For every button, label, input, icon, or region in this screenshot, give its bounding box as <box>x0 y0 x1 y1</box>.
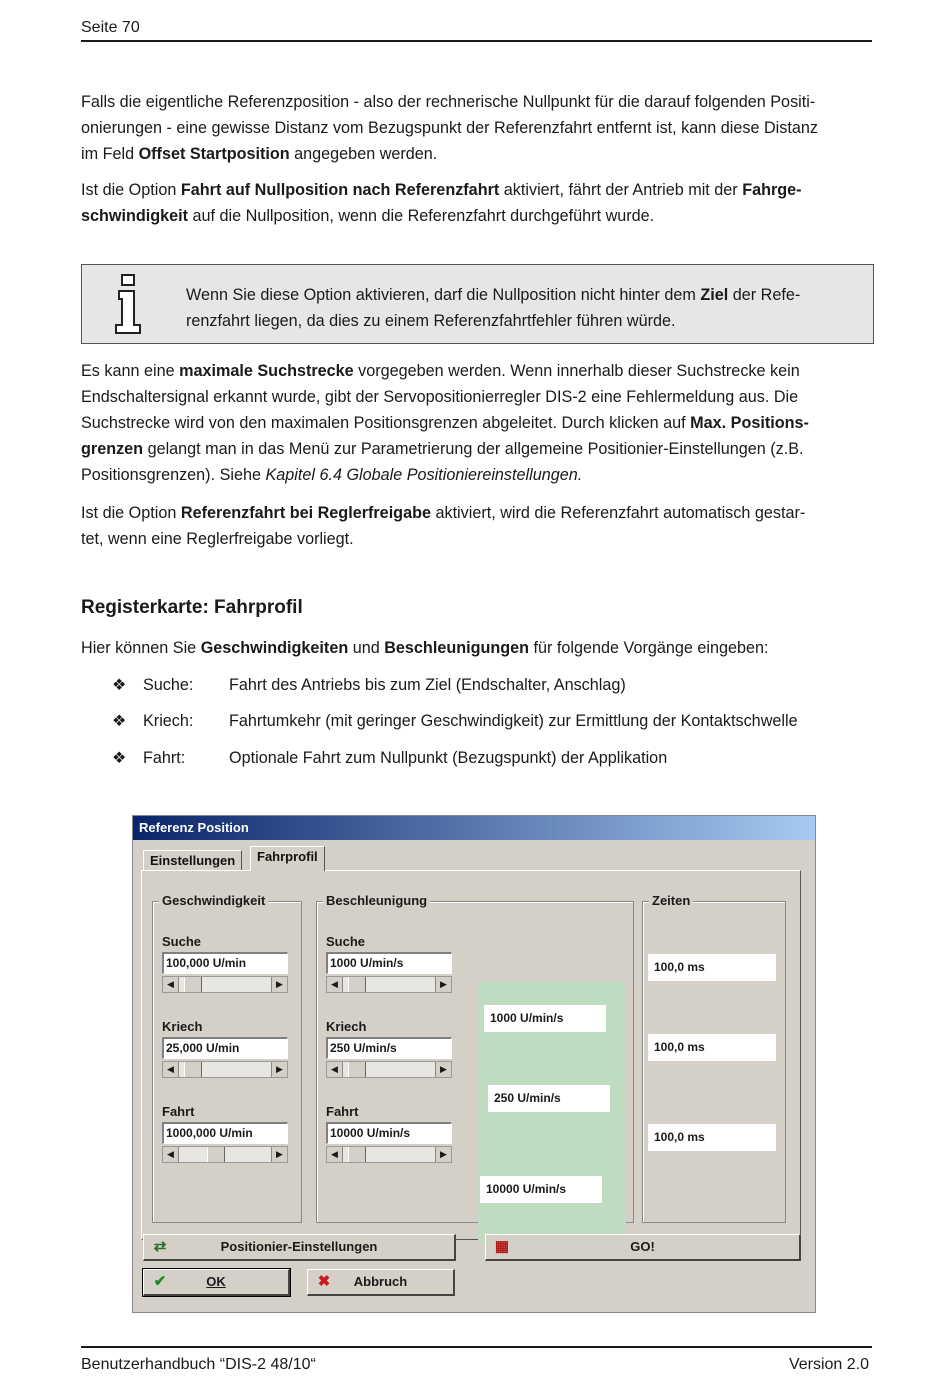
paragraph-zero-position <box>81 177 872 229</box>
text-line: Hier können Sie Geschwindigkeiten und Beschleunigungen für folgende Vorgänge eingeben: <box>81 639 769 657</box>
speed-drive-label: Fahrt <box>162 1104 195 1119</box>
tab-fahrprofil[interactable]: Fahrprofil <box>250 846 325 871</box>
paragraph-offset <box>81 89 872 167</box>
acceleration-group-title: Beschleunigung <box>323 893 430 908</box>
accel-search-field[interactable]: 1000 U/min/s <box>326 952 452 974</box>
diamond-bullet-icon: ❖ <box>112 676 127 694</box>
time-creep-display: 100,0 ms <box>648 1034 776 1061</box>
speed-creep-label: Kriech <box>162 1019 203 1034</box>
accel-drive-slider[interactable] <box>326 1146 452 1163</box>
text-line: Positionsgrenzen). Siehe Kapitel 6.4 Globale Positioniereinstellungen. <box>81 466 583 484</box>
text-line: schwindigkeit auf die Nullposition, wenn die Referenzfahrt durchgeführt wurde. <box>81 207 655 225</box>
info-note-box <box>81 264 874 344</box>
right-arrow-icon[interactable]: ▶ <box>435 977 451 992</box>
accel-creep-field[interactable]: 250 U/min/s <box>326 1037 452 1059</box>
speed-group-title: Geschwindigkeit <box>159 893 268 908</box>
ok-button[interactable] <box>143 1269 290 1296</box>
text-line: Ist die Option Referenzfahrt bei Reglerfreigabe aktiviert, wird die Referenzfahrt automatisch gestar- <box>81 504 806 522</box>
left-arrow-icon[interactable]: ◀ <box>327 977 343 992</box>
referenz-position-dialog <box>132 815 816 1313</box>
checkmark-icon: ✔ <box>153 1273 167 1290</box>
right-arrow-icon[interactable]: ▶ <box>271 1147 287 1162</box>
times-group <box>642 893 786 1223</box>
slider-thumb[interactable] <box>184 977 202 992</box>
slider-thumb[interactable] <box>207 1147 225 1162</box>
speed-drive-field[interactable]: 1000,000 U/min <box>162 1122 288 1144</box>
section-heading: Registerkarte: Fahrprofil <box>81 597 303 618</box>
close-icon: ✖ <box>317 1273 331 1290</box>
speed-search-field[interactable]: 100,000 U/min <box>162 952 288 974</box>
speed-search-label: Suche <box>162 934 202 949</box>
speed-drive-slider[interactable] <box>162 1146 288 1163</box>
time-search-display: 100,0 ms <box>648 954 776 981</box>
cancel-button[interactable] <box>307 1269 455 1296</box>
page-number: Seite 70 <box>81 19 140 36</box>
accel-drive-field[interactable]: 10000 U/min/s <box>326 1122 452 1144</box>
accel-creep-display: 250 U/min/s <box>488 1085 610 1112</box>
speed-creep-slider[interactable] <box>162 1061 288 1078</box>
slider-thumb[interactable] <box>184 1062 202 1077</box>
paragraph-intro <box>81 635 872 661</box>
dialog-title: Referenz Position <box>133 816 815 840</box>
text-line: onierungen - eine gewisse Distanz vom Bezugspunkt der Referenzfahrt entfernt ist, kann diese Distanz <box>81 119 818 137</box>
text-line: im Feld Offset Startposition angegeben werden. <box>81 145 438 163</box>
info-icon <box>113 273 143 335</box>
positioning-settings-label: Positionier-Einstellungen <box>220 1239 378 1254</box>
header-rule <box>81 40 872 42</box>
times-group-title: Zeiten <box>649 893 693 908</box>
positioning-settings-button[interactable] <box>143 1234 456 1261</box>
left-arrow-icon[interactable]: ◀ <box>327 1147 343 1162</box>
slider-thumb[interactable] <box>348 1147 366 1162</box>
text-line: Falls die eigentliche Referenzposition - also der rechnerische Nullpunkt für die darauf folgenden Positi- <box>81 93 816 111</box>
footer-manual-title: Benutzerhandbuch “DIS-2 48/10“ <box>81 1356 316 1373</box>
diamond-bullet-icon: ❖ <box>112 712 127 730</box>
speed-group <box>152 893 302 1223</box>
paragraph-enable <box>81 500 872 552</box>
text-line: Endschaltersignal erkannt wurde, gibt der Servopositionierregler DIS-2 eine Fehlermeldung aus. Die <box>81 388 799 406</box>
time-drive-display: 100,0 ms <box>648 1124 776 1151</box>
tab-panel <box>141 870 801 1240</box>
right-arrow-icon[interactable]: ▶ <box>435 1147 451 1162</box>
footer-rule <box>81 1346 872 1348</box>
go-button[interactable] <box>485 1234 801 1261</box>
ok-label: OK <box>206 1274 226 1289</box>
right-arrow-icon[interactable]: ▶ <box>435 1062 451 1077</box>
cancel-label: Abbruch <box>353 1274 408 1289</box>
text-line: Suchstrecke wird von den maximalen Positionsgrenzen abgeleitet. Durch klicken auf Max. Positions- <box>81 414 809 432</box>
accel-search-slider[interactable] <box>326 976 452 993</box>
diamond-bullet-icon: ❖ <box>112 749 127 767</box>
note-text: Wenn Sie diese Option aktivieren, darf die Nullposition nicht hinter dem Ziel der Refe- renzfahrt liegen, da dies zu einem Referenzfahrtfehler führen würde. <box>186 286 801 330</box>
accel-search-label: Suche <box>326 934 366 949</box>
left-arrow-icon[interactable]: ◀ <box>163 1147 179 1162</box>
speed-creep-field[interactable]: 25,000 U/min <box>162 1037 288 1059</box>
footer-version: Version 2.0 <box>788 1356 869 1373</box>
right-arrow-icon[interactable]: ▶ <box>271 977 287 992</box>
accel-drive-display: 10000 U/min/s <box>480 1176 602 1203</box>
accel-creep-slider[interactable] <box>326 1061 452 1078</box>
speed-search-slider[interactable] <box>162 976 288 993</box>
settings-arrows-icon: ⇄ <box>153 1238 167 1255</box>
text-line: Es kann eine maximale Suchstrecke vorgegeben werden. Wenn innerhalb dieser Suchstrecke kein <box>81 362 800 380</box>
paragraph-search-distance <box>81 358 872 488</box>
text-line: grenzen gelangt man in das Menü zur Parametrierung der allgemeine Positionier-Einstellungen (z.B. <box>81 440 804 458</box>
film-go-icon: ▦ <box>494 1238 510 1255</box>
left-arrow-icon[interactable]: ◀ <box>327 1062 343 1077</box>
accel-drive-label: Fahrt <box>326 1104 359 1119</box>
left-arrow-icon[interactable]: ◀ <box>163 977 179 992</box>
text-line: Ist die Option Fahrt auf Nullposition nach Referenzfahrt aktiviert, fährt der Antrieb mit der Fahrge- <box>81 181 802 199</box>
go-label: GO! <box>630 1239 655 1254</box>
left-arrow-icon[interactable]: ◀ <box>163 1062 179 1077</box>
acceleration-display-panel <box>478 981 626 1243</box>
slider-thumb[interactable] <box>348 1062 366 1077</box>
slider-thumb[interactable] <box>348 977 366 992</box>
text-line: tet, wenn eine Reglerfreigabe vorliegt. <box>81 530 354 548</box>
accel-creep-label: Kriech <box>326 1019 367 1034</box>
right-arrow-icon[interactable]: ▶ <box>271 1062 287 1077</box>
accel-search-display: 1000 U/min/s <box>484 1005 606 1032</box>
tab-einstellungen[interactable]: Einstellungen <box>143 850 242 871</box>
